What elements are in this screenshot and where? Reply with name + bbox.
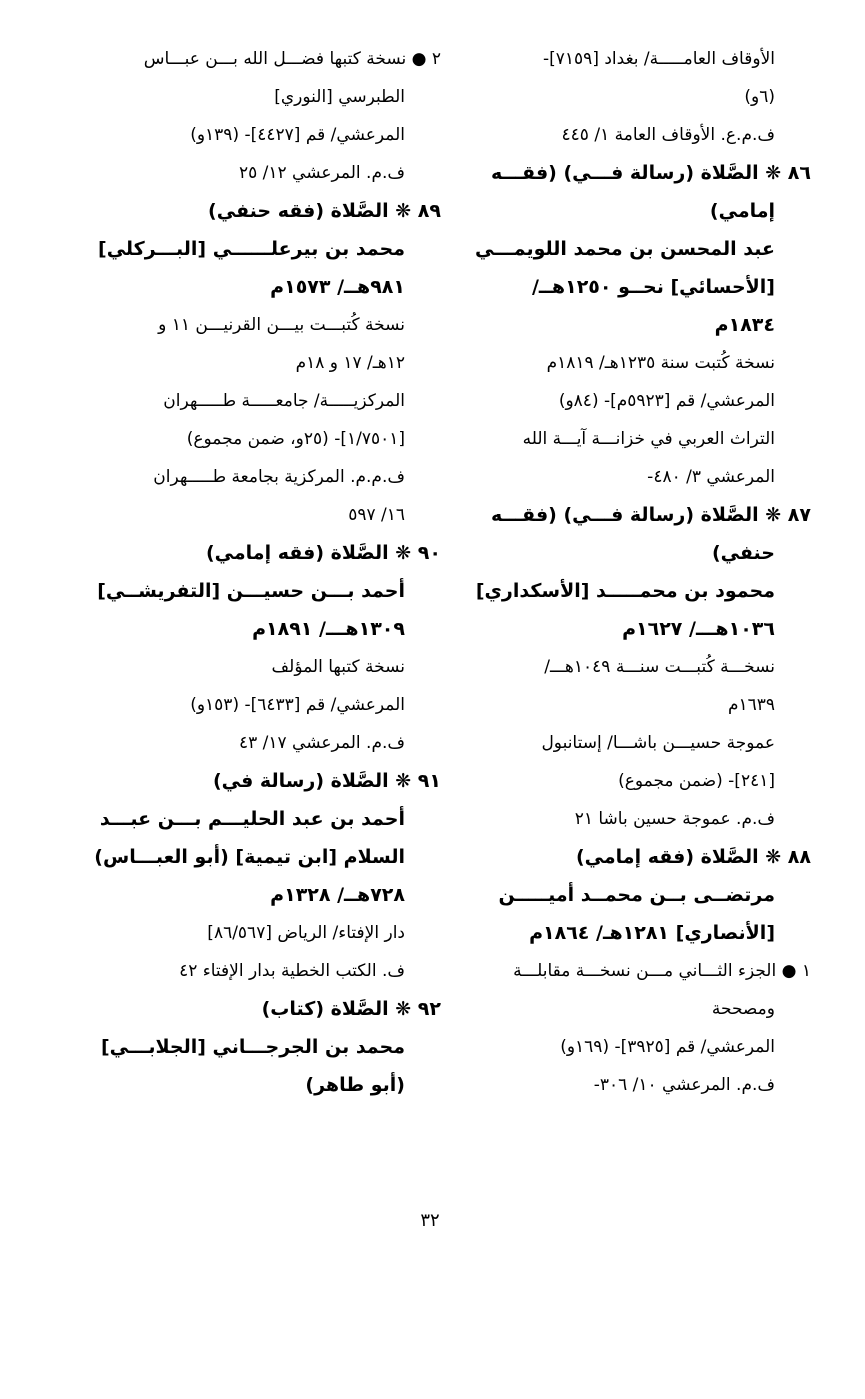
author-line: أحمد بـــن حسيـــن [التفريشــي] <box>97 580 405 602</box>
right-column <box>443 40 811 1104</box>
author-line: عبد المحسن بن محمد اللويمـــي <box>475 238 775 260</box>
author-line: [الأنصاري] ١٢٨١هـ/ ١٨٦٤م <box>529 922 775 944</box>
text-line: ١ ● الجزء الثـــاني مـــن نسخـــة مقابلـــة <box>513 961 811 981</box>
text-line: ف.م.م. المركزية بجامعة طـــــهران <box>153 467 405 487</box>
text-line: المركزيـــــة/ جامعـــــة طـــــهران <box>163 391 405 411</box>
entry-heading: ٩١ ❋ الصَّلاة (رسالة في) <box>212 770 441 792</box>
text-line: ٢ ● نسخة كتبها فضـــل الله بـــن عبـــاس <box>143 49 441 69</box>
text-line: (٦و) <box>744 87 775 107</box>
author-line: أحمد بن عبد الحليـــم بـــن عبـــد <box>99 808 405 830</box>
text-line: المرعشي/ قم [٦٤٣٣]- (١٥٣و) <box>190 695 405 715</box>
author-line: محمد بن بيرعلــــــي [البـــركلي] <box>98 238 405 260</box>
page-number: ٣٢ <box>420 1210 440 1231</box>
author-line: ٩٨١هــ/ ١٥٧٣م <box>270 276 405 298</box>
text-line: نسخة كُتبت سنة ١٢٣٥هـ/ ١٨١٩م <box>546 353 775 373</box>
text-line: ومصححة <box>711 999 775 1019</box>
text-line: الطبرسي [النوري] <box>274 87 405 107</box>
text-line: ف.م. المرعشي ١٠/ ٣٠٦- <box>593 1075 775 1095</box>
text-line: ف.م.ع. الأوقاف العامة ١/ ٤٤٥ <box>561 125 775 145</box>
text-line: المرعشي/ قم [٤٤٢٧]- (١٣٩و) <box>190 125 405 145</box>
text-line: نسخة كُتبـــت بيـــن القرنيـــن ١١ و <box>158 315 405 335</box>
text-line: دار الإفتاء/ الرياض [٨٦/٥٦٧] <box>207 923 405 943</box>
author-line: (أبو طاهر) <box>305 1074 405 1096</box>
text-line: المرعشي/ قم [٥٩٢٣م]- (٨٤و) <box>558 391 775 411</box>
author-line: محمود بن محمـــــد [الأسكداري] <box>475 580 775 602</box>
entry-heading: حنفي) <box>711 542 775 564</box>
text-line: ف.م. المرعشي ١٧/ ٤٣ <box>238 733 405 753</box>
author-line: ١٣٠٩هـــ/ ١٨٩١م <box>252 618 405 640</box>
text-line: ١٦/ ٥٩٧ <box>348 505 405 525</box>
entry-heading: إمامي) <box>709 200 775 222</box>
text-line: نسخة كتبها المؤلف <box>271 657 405 677</box>
entry-heading: ٩٢ ❋ الصَّلاة (كتاب) <box>261 998 441 1020</box>
text-line: المرعشي/ قم [٣٩٢٥]- (١٦٩و) <box>560 1037 775 1057</box>
left-column <box>60 40 441 1104</box>
entry-heading: ٨٩ ❋ الصَّلاة (فقه حنفي) <box>208 200 441 222</box>
text-line: ف. الكتب الخطية بدار الإفتاء ٤٢ <box>179 961 405 981</box>
text-line: نسخـــة كُتبـــت سنـــة ١٠٤٩هـــ/ <box>544 657 775 677</box>
text-line: عموجة حسيـــن باشـــا/ إستانبول <box>541 733 775 753</box>
author-line: مرتضــى بــن محمــد أميـــــن <box>498 884 775 906</box>
entry-heading: ٩٠ ❋ الصَّلاة (فقه إمامي) <box>206 542 441 564</box>
entry-heading: ٨٨ ❋ الصَّلاة (فقه إمامي) <box>576 846 811 868</box>
text-line: ف.م. المرعشي ١٢/ ٢٥ <box>238 163 405 183</box>
author-line: ١٠٣٦هـــ/ ١٦٢٧م <box>622 618 775 640</box>
entry-heading: ٨٧ ❋ الصَّلاة (رسالة فـــي) (فقـــه <box>491 504 811 526</box>
author-line: محمد بن الجرجـــاني [الجلابـــي] <box>100 1036 405 1058</box>
author-line: [الأحسائي] نحــو ١٢٥٠هــ/ <box>531 276 775 298</box>
text-line: المرعشي ٣/ ٤٨٠- <box>647 467 775 487</box>
text-line: التراث العربي في خزانـــة آيـــة الله <box>522 429 775 449</box>
text-line: الأوقاف العامـــــة/ بغداد [٧١٥٩]- <box>543 49 775 69</box>
author-line: ١٨٣٤م <box>714 314 775 336</box>
text-line: ف.م. عموجة حسين باشا ٢١ <box>574 809 775 829</box>
entry-heading: ٨٦ ❋ الصَّلاة (رسالة فـــي) (فقـــه <box>491 162 811 184</box>
author-line: السلام [ابن تيمية] (أبو العبـــاس) <box>94 846 405 868</box>
author-line: ٧٢٨هــ/ ١٣٢٨م <box>270 884 405 906</box>
text-line: [٢٤١]- (ضمن مجموع) <box>618 771 775 791</box>
text-line: [١/٧٥٠١]- (٢٥و، ضمن مجموع) <box>186 429 405 449</box>
text-line: ١٦٣٩م <box>727 695 775 715</box>
text-line: ١٢هـ/ ١٧ و ١٨م <box>295 353 405 373</box>
